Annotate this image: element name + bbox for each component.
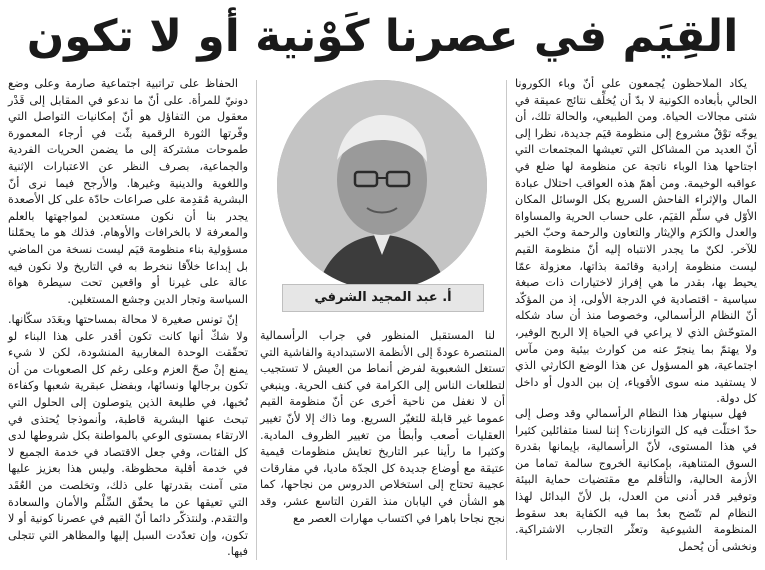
portrait-image (277, 80, 487, 290)
article-column-right-bottom (515, 406, 757, 555)
column-divider (506, 80, 507, 560)
column-divider (256, 80, 257, 560)
article-title: القِيَم في عصرنا كَوْنية أو لا تكون (26, 11, 739, 62)
article-column-middle (260, 328, 505, 527)
paragraph: الحفاظ على تراتبية اجتماعية صارمة وعلى وضع دونيّ للمرأة. على أنّ ما ندعو في المقابل إلى قَدْر معقول من التفاؤل هو أنّ إمكانيات التواصل التي وفّرتها الثورة الرقمية بثّت في أرجاء المعمورة طموحات مشتركة إلى ما يضمن الحريات الفردية والجماعية، بصرف النظر عن الاعتبارات الإثنية واللغوية والدينية وغيرها. والأرجح فيما نرى أنّ البشرية مُقدِمة على صراعات حادّة على كل الأصعدة يجدر بنا أن نكون مستعدين لمواجهتها بالعلم والمعرفة لا بالخرافات والأوهام. فذلك هو ما يحمّلنا مسؤولية بناء منظومة قيَم ليست نسخة من الماضي بل إبداعا خلاّقا ننخرط به في التاريخ ولا نكون فيه عالة على غيرنا أو واقعين تحت سيطرة هواة السياسة وتجار الدين وجشع المستغلين. (8, 77, 248, 306)
paragraph: لنا المستقبل المنظور في جراب الرأسمالية المنتصرة عودةً إلى الأنظمة الاستبدادية والفاشية التي تستغل الشعبوية لفرض أنماط من العيش لا تستجيب لتطلعات الناس إلى الكرامة في كنف الحرية. وينبغي أن لا نغفل من ناحية أخرى عن أنّ منظومة القيم عموما غير قابلة للتغيّر السريع. وما ذاك إلا لأنّ تغيير العقليات أصعب وأبطأ من تغيير الظروف المادية. وكثيرا ما رأينا عبر التاريخ تعايش منظومات قيمية عتيقة مع أوضاع جديدة كل الجدّة ماديا، في مفارقات عجيبة تحتاج إلى استخلاص الدروس من نجاحها، كما هو الشأن في اليابان منذ القرن التاسع عشر، وقد نجح نجاحا باهرا في اكتساب مهارات العصر مع (260, 329, 505, 525)
article-column-right-top (515, 76, 757, 408)
article-column-left-bottom (8, 312, 248, 561)
paragraph: إنّ تونس صغيرة لا محالة بمساحتها وبعَدَد سكّانها. ولا شكّ أنها كانت تكون أقدر على هذا البناء لو تحقّقت الوحدة المغاربية المنشودة، لكن لا شيء يمنع إنْ صحّ العزم وعلى رغم كل الصعوبات من أن تكون برجالها ونسائها، وبفضل عبقرية شعبها وكفاءة نُخبها، في طليعة الذين يتوصلون إلى الحلول التي تبحث عنها البشرية قاطبة، وأنموذجا يُحتذى في الارتقاء بمستوى الوعي بالمواطنة بكل شروطها لدى كل الفئات، وفي جعل الاقتصاد في خدمة الجميع لا في خدمة أقلية محظوظة. وليس هذا بعزيز عليها متى آمنت بقدرتها على ذلك، وتخلصت من العُقَد التي تعيقها عن ما يحقّق السِّلْم والأمان والسعادة والتقدم. ولنتذكّر دائما أنّ القيم في عصرنا كونية أو لا تكون، وإن تعدّدت السبل إليها والمظاهر التي تتجلى فيها. (8, 313, 248, 559)
article-column-left-top (8, 76, 248, 308)
author-photo-block (272, 80, 494, 308)
paragraph: فهل سينهار هذا النظام الرأسمالي وقد وصل إلى حدّ اختلّت فيه كل التوازنات؟ إننا لسنا متفائلين كثيرا في هذا المستوى، لأنّ الرأسمالية، بإيمانها بقدرة السوق المتناهية، بإمكانية الخروج سالمة تماما من الأزمة الحالية، والتأقلم مع مقتضيات حماية البيئة وتوفير قدر أدنى من العدل، بل لأنّ البدائل لهذا النظام لم تتّضح بعدُ بما فيه الكفاية بعد سقوط المنظومة الشيوعية وتعثّر التجارب الاشتراكية. ونخشى أن يُحمل (515, 407, 757, 553)
author-caption: أ. عبد المجيد الشرفي (282, 284, 484, 312)
paragraph: يكاد الملاحظون يُجمعون على أنّ وباء الكورونا الحالي بأبعاده الكونية لا بدّ أن يُخلِّف نتائج عميقة في شتى مجالات الحياة. ومن الطبيعي، والحالة تلك، أن يوجّه توْقٌ مشروع إلى منظومة قيَم جديدة، نظرا إلى أنّ العديد من المشاكل التي تعيشها المجتمعات التي اجتاحها هذا الوباء ناتجة عن منظومة لها ضلع في عواقبه الوخيمة. ومن أهمّ هذه العواقب احتلال عبادة المال والإثراء الفاحش السريع بكل الوسائل المكان الأوّل في سلّم القيَم، على حساب الحرية والمساواة والعدل والكرَم والإيثار والتعاون والرحمة وحبّ الخير للآخر. لكنّ ما يجدر الانتباه إليه أنّ منظومة القيم ليست منظومة إرادية وقائمة بذاتها، معزولة عمّا يحيط بها، بقدر ما هي إفراز لاختيارات ذات صبغة سياسية - اقتصادية في الدرجة الأولى، إذ من المؤكّد أنّ النظام الرأسمالي، وخصوصا منذ أن ساد شكله المتوحّش الذي لا يراعي في الحياة إلا الربح الوفير، ولا يهتمّ بما ينجرّ عنه من كوارث بيئية ومن مآس اجتماعية، هو المسؤول عن هذا الوضع الكارثي الذي لا يستفيد منه سوى الأقوياء، إن بين الدول أو داخل كل دولة. (515, 77, 757, 406)
author-photo (277, 80, 487, 290)
